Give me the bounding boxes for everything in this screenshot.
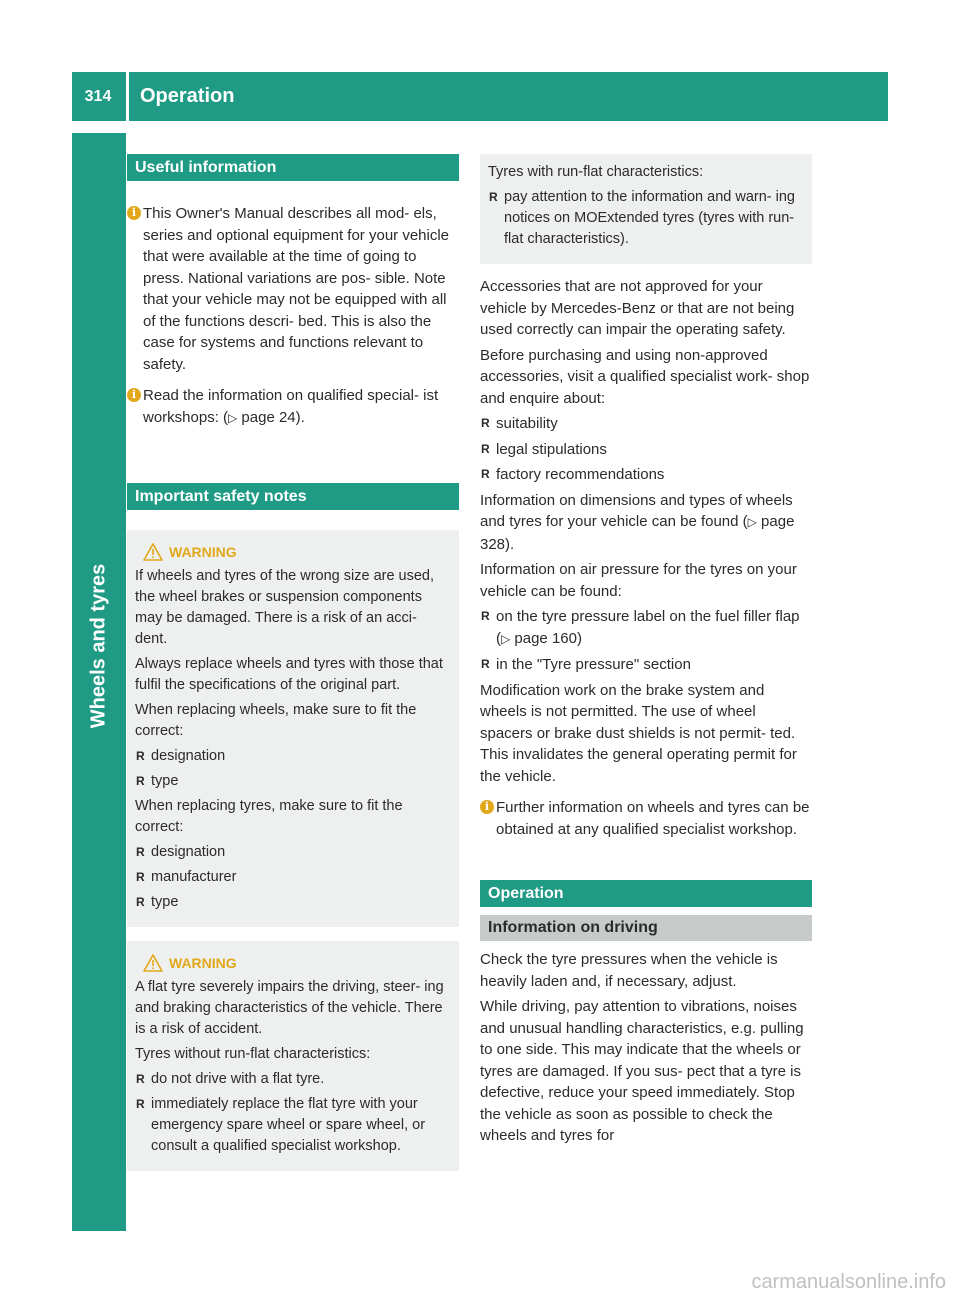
list-item: R suitability <box>480 413 812 435</box>
info-note-text: Further information on wheels and tyres can be obtained at any qualified specialist workshop. <box>496 799 810 838</box>
warning-text: When replacing wheels, make sure to fit the correct: <box>135 702 417 739</box>
header-divider <box>126 72 129 121</box>
warning-header <box>143 953 451 973</box>
page-reference[interactable]: page 160) <box>510 629 582 647</box>
warning-header <box>143 542 451 562</box>
warning-box <box>127 530 459 927</box>
body-text: Information on air pressure for the tyres on your vehicle can be found: <box>480 561 797 600</box>
watermark: carmanualsonline.info <box>751 1271 946 1293</box>
info-note <box>127 203 459 375</box>
page-reference[interactable]: page 328). <box>480 513 795 553</box>
list-item: R designation <box>135 842 451 863</box>
info-icon: i <box>127 206 141 220</box>
warning-label: WARNING <box>169 544 237 560</box>
info-note-text: This Owner's Manual describes all mod- els, series and optional equipment for your vehicle that were available at the time of going to press. National variations are pos- sible. Note that your vehicle may not be equipped with all of the functions descri- bed. This is also the case for systems and functions relevant to safety. <box>143 205 450 373</box>
info-note <box>480 797 812 840</box>
warning-label: WARNING <box>169 955 237 971</box>
useful-info-heading: Useful information <box>127 154 459 181</box>
warning-text: Tyres with run-flat characteristics: <box>488 164 704 180</box>
list-item: R type <box>135 892 451 913</box>
warning-box-continued <box>480 154 812 264</box>
body-text: While driving, pay attention to vibrations, noises and unusual handling characteristics, e.g. pulling to one side. This may indicate that the wheels or tyres are damaged. If you sus- pect that a tyre is defective, reduce your speed immediately. Stop the vehicle as soon as possible to check the wheels and tyres for <box>480 998 804 1144</box>
safety-notes-heading: Important safety notes <box>127 483 459 510</box>
operation-heading: Operation <box>480 880 812 907</box>
list-item: R in the "Tyre pressure" section <box>480 654 812 676</box>
warning-text: A flat tyre severely impairs the driving, steer- ing and braking characteristics of the vehicle. There is a risk of accident. <box>135 979 444 1037</box>
warning-text: If wheels and tyres of the wrong size are used, the wheel brakes or suspension components may be damaged. There is a risk of an acci- dent. <box>135 568 435 647</box>
page-pointer-icon: ▷ <box>228 410 238 425</box>
bullet-list <box>135 842 451 913</box>
body-text: Accessories that are not approved for your vehicle by Mercedes-Benz or that are not being used correctly can impair the operating safety. <box>480 278 795 338</box>
info-icon: i <box>127 388 141 402</box>
body-text: Before purchasing and using non-approved accessories, visit a qualified specialist work- shop and enquire about: <box>480 346 810 407</box>
bullet-list <box>480 413 812 486</box>
side-tab-marker <box>72 1178 126 1231</box>
info-note <box>127 385 459 429</box>
list-item: R designation <box>135 746 451 767</box>
bullet-list <box>135 746 451 792</box>
warning-box <box>127 941 459 1171</box>
list-item <box>480 606 812 650</box>
page-pointer-icon: ▷ <box>501 631 511 646</box>
list-item: R factory recommendations <box>480 464 812 486</box>
right-column <box>480 154 812 1151</box>
list-item: R do not drive with a flat tyre. <box>135 1069 451 1090</box>
left-column <box>127 154 459 1171</box>
list-item: R legal stipulations <box>480 439 812 461</box>
page-pointer-icon: ▷ <box>747 515 757 529</box>
bullet-list <box>488 187 804 250</box>
info-note-text: Read the information on qualified special- ist workshops: ( <box>143 387 439 426</box>
body-text-part: Information on dimensions and types of wheels and tyres for your vehicle can be found ( <box>480 491 793 530</box>
info-icon: i <box>480 800 494 814</box>
list-item-text: on the tyre pressure label on the fuel filler flap ( <box>496 608 800 647</box>
body-text: Modification work on the brake system and wheels is not permitted. The use of wheel spacers or brake dust shields is not permit- ted. This invalidates the general operating permit for the vehicle. <box>480 681 797 785</box>
side-tab-label: Wheels and tyres <box>87 563 110 729</box>
warning-triangle-icon <box>143 954 163 972</box>
warning-text: When replacing tyres, make sure to fit the correct: <box>135 798 403 835</box>
body-text <box>480 490 812 556</box>
list-item: R type <box>135 771 451 792</box>
bullet-list <box>480 606 812 676</box>
body-text: Check the tyre pressures when the vehicle is heavily laden and, if necessary, adjust. <box>480 951 778 990</box>
warning-triangle-icon <box>143 543 163 561</box>
page-number: 314 <box>84 87 112 105</box>
bullet-list <box>135 1069 451 1157</box>
warning-text: Tyres without run-flat characteristics: <box>135 1046 371 1062</box>
page-reference[interactable]: page 24). <box>237 408 305 426</box>
page-title: Operation <box>140 85 235 107</box>
warning-text: Always replace wheels and tyres with those that fulfil the specifications of the original part. <box>135 656 443 693</box>
list-item: R immediately replace the flat tyre with your emergency spare wheel or spare wheel, or consult a qualified specialist workshop. <box>135 1094 451 1157</box>
list-item: R manufacturer <box>135 867 451 888</box>
list-item: R pay attention to the information and warn- ing notices on MOExtended tyres (tyres with run-flat characteristics). <box>488 187 804 250</box>
driving-info-heading: Information on driving <box>480 915 812 941</box>
